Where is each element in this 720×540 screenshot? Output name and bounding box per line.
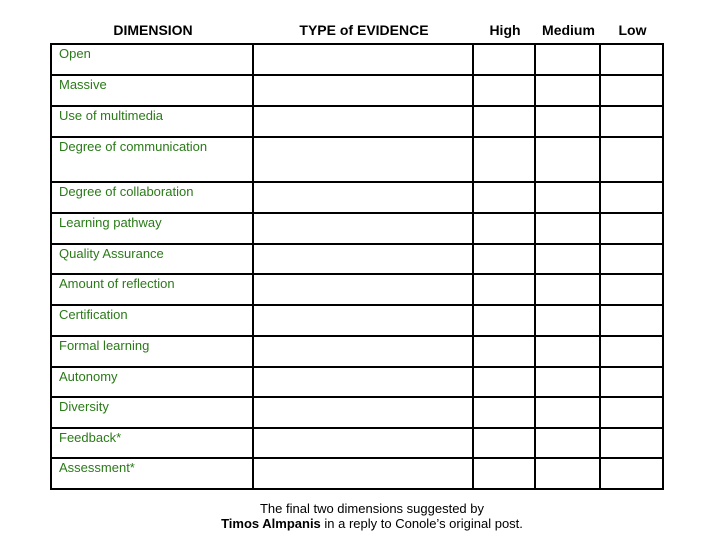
low-cell	[600, 244, 663, 274]
medium-cell	[535, 367, 600, 397]
medium-cell	[535, 305, 600, 336]
low-cell	[600, 367, 663, 397]
medium-cell	[535, 336, 600, 367]
high-cell	[473, 458, 535, 489]
high-cell	[473, 428, 535, 458]
evidence-cell	[253, 397, 473, 428]
dimension-cell: Quality Assurance	[51, 244, 253, 274]
evidence-cell	[253, 182, 473, 213]
high-cell	[473, 106, 535, 137]
dimension-cell: Assessment*	[51, 458, 253, 489]
low-cell	[600, 182, 663, 213]
high-cell	[473, 367, 535, 397]
evidence-cell	[253, 75, 473, 106]
dimension-cell: Massive	[51, 75, 253, 106]
evidence-cell	[253, 458, 473, 489]
medium-cell	[535, 428, 600, 458]
caption-line-1: The final two dimensions suggested by	[259, 501, 484, 516]
header-low: Low	[618, 22, 647, 38]
dimension-cell: Feedback*	[51, 428, 253, 458]
evidence-cell	[253, 44, 473, 75]
low-cell	[600, 428, 663, 458]
medium-cell	[535, 458, 600, 489]
table-row	[51, 305, 663, 336]
header-type-of-evidence: TYPE of EVIDENCE	[299, 22, 429, 38]
low-cell	[600, 75, 663, 106]
medium-cell	[535, 244, 600, 274]
column-headers	[0, 22, 720, 42]
table-row	[51, 274, 663, 305]
high-cell	[473, 75, 535, 106]
low-cell	[600, 397, 663, 428]
dimension-cell: Amount of reflection	[51, 274, 253, 305]
caption-line-2	[0, 516, 720, 531]
evidence-cell	[253, 367, 473, 397]
table-row	[51, 213, 663, 244]
low-cell	[600, 274, 663, 305]
table-row	[51, 458, 663, 489]
evidence-cell	[253, 336, 473, 367]
low-cell	[600, 458, 663, 489]
evidence-cell	[253, 106, 473, 137]
high-cell	[473, 336, 535, 367]
high-cell	[473, 274, 535, 305]
high-cell	[473, 213, 535, 244]
evidence-cell	[253, 213, 473, 244]
evidence-cell	[253, 305, 473, 336]
table-row	[51, 137, 663, 182]
low-cell	[600, 106, 663, 137]
high-cell	[473, 305, 535, 336]
dimension-cell: Certification	[51, 305, 253, 336]
dimension-cell: Autonomy	[51, 367, 253, 397]
header-high: High	[489, 22, 521, 38]
medium-cell	[535, 137, 600, 182]
evidence-cell	[253, 428, 473, 458]
dimension-cell: Use of multimedia	[51, 106, 253, 137]
high-cell	[473, 137, 535, 182]
caption-line-2-rest: in a reply to Conole’s original post.	[320, 516, 523, 531]
table-row	[51, 367, 663, 397]
dimension-cell: Diversity	[51, 397, 253, 428]
evaluation-table	[50, 43, 664, 490]
evidence-cell	[253, 274, 473, 305]
dimension-cell: Open	[51, 44, 253, 75]
medium-cell	[535, 397, 600, 428]
table-row	[51, 75, 663, 106]
low-cell	[600, 137, 663, 182]
medium-cell	[535, 44, 600, 75]
caption	[0, 501, 720, 531]
evidence-cell	[253, 137, 473, 182]
high-cell	[473, 182, 535, 213]
table-row	[51, 244, 663, 274]
header-medium: Medium	[542, 22, 595, 38]
table-row	[51, 336, 663, 367]
table-row	[51, 428, 663, 458]
low-cell	[600, 305, 663, 336]
table-row	[51, 182, 663, 213]
table-body	[51, 44, 663, 489]
dimension-cell: Learning pathway	[51, 213, 253, 244]
high-cell	[473, 44, 535, 75]
evidence-cell	[253, 244, 473, 274]
high-cell	[473, 397, 535, 428]
header-dimension: DIMENSION	[113, 22, 193, 38]
medium-cell	[535, 182, 600, 213]
medium-cell	[535, 106, 600, 137]
caption-author: Timos Almpanis	[221, 516, 321, 531]
medium-cell	[535, 75, 600, 106]
dimension-cell: Degree of collaboration	[51, 182, 253, 213]
high-cell	[473, 244, 535, 274]
low-cell	[600, 213, 663, 244]
low-cell	[600, 44, 663, 75]
dimension-cell: Formal learning	[51, 336, 253, 367]
low-cell	[600, 336, 663, 367]
medium-cell	[535, 274, 600, 305]
table-row	[51, 44, 663, 75]
dimension-cell: Degree of communication	[51, 137, 253, 182]
table-row	[51, 106, 663, 137]
medium-cell	[535, 213, 600, 244]
table-row	[51, 397, 663, 428]
